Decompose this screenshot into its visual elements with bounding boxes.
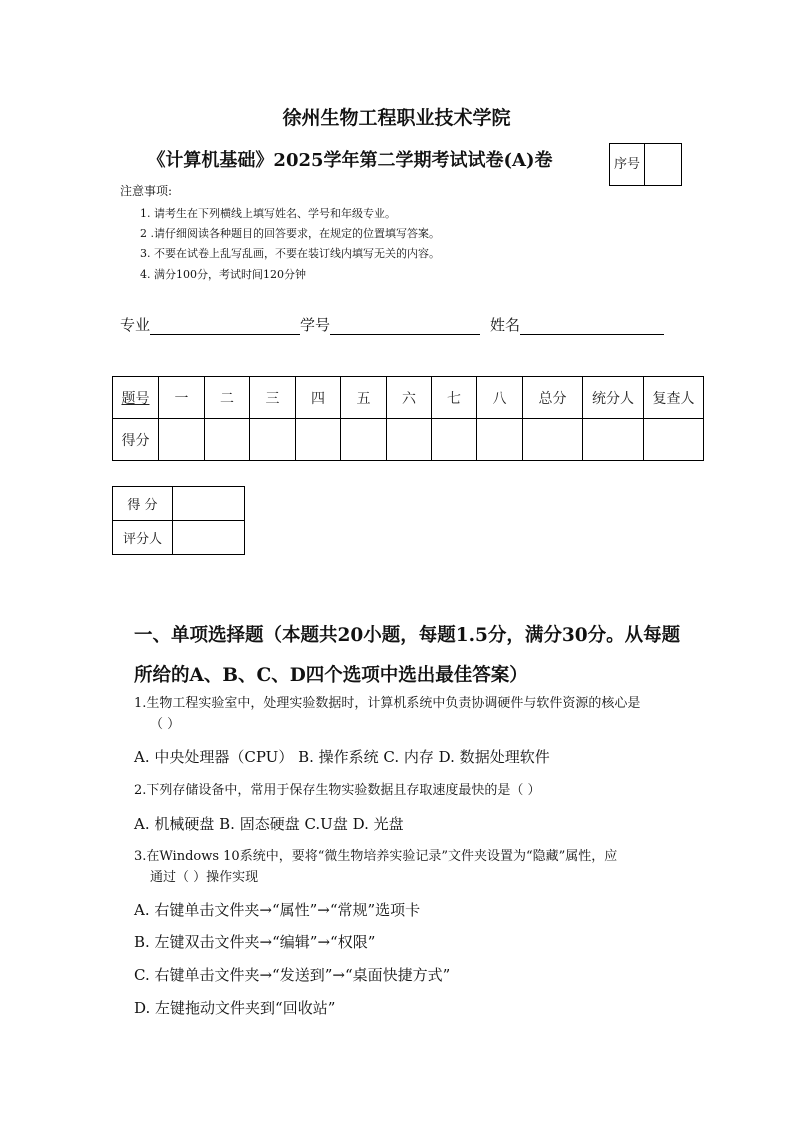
question-option: A. 中央处理器（CPU） B. 操作系统 C. 内存 D. 数据处理软件 bbox=[134, 748, 550, 766]
student-id-field[interactable] bbox=[330, 318, 480, 335]
student-id-label: 学号 bbox=[300, 316, 331, 334]
score-header-cell: 统分人 bbox=[583, 377, 644, 419]
score-header-cell: 总分 bbox=[523, 377, 583, 419]
name-label: 姓名 bbox=[490, 316, 521, 334]
section-title: 一、单项选择题（本题共20小题，每题1.5分，满分30分。从每题所给的A、B、C、D四个选项中选出最佳答案） bbox=[134, 625, 681, 686]
question-stem-line: 通过（ ）操作实现 bbox=[150, 870, 259, 885]
section-grader-field[interactable] bbox=[173, 521, 245, 555]
sequence-number-box bbox=[609, 143, 682, 186]
question-option: B. 左键双击文件夹→“编辑”→“权限” bbox=[134, 933, 376, 951]
section-score-table bbox=[112, 486, 245, 555]
score-header-cell: 五 bbox=[341, 377, 387, 419]
major-label: 专业 bbox=[120, 316, 151, 334]
section-score-label: 得 分 bbox=[113, 487, 173, 521]
sequence-label: 序号 bbox=[610, 144, 645, 186]
sequence-field[interactable] bbox=[645, 144, 682, 186]
score-cell[interactable] bbox=[583, 419, 644, 461]
score-table bbox=[112, 376, 704, 461]
score-cell[interactable] bbox=[387, 419, 432, 461]
score-header-cell: 题号 bbox=[113, 377, 159, 419]
score-cell[interactable] bbox=[159, 419, 205, 461]
note-item: 4. 满分100分，考试时间120分钟 bbox=[140, 268, 306, 281]
question-option: C. 右键单击文件夹→“发送到”→“桌面快捷方式” bbox=[134, 966, 451, 984]
note-item: 1. 请考生在下列横线上填写姓名、学号和年级专业。 bbox=[140, 207, 396, 220]
score-row-label: 得分 bbox=[113, 419, 159, 461]
question-stem bbox=[134, 780, 679, 801]
question-stem bbox=[134, 693, 679, 735]
score-cell[interactable] bbox=[644, 419, 704, 461]
score-header-cell: 一 bbox=[159, 377, 205, 419]
question-stem-line: 3.在Windows 10系统中，要将“微生物培养实验记录”文件夹设置为“隐藏”属性，应 bbox=[134, 849, 618, 864]
question-stem bbox=[134, 846, 679, 888]
score-cell[interactable] bbox=[296, 419, 341, 461]
score-cell[interactable] bbox=[341, 419, 387, 461]
score-cell[interactable] bbox=[432, 419, 477, 461]
question-stem-line: 2.下列存储设备中，常用于保存生物实验数据且存取速度最快的是（ ） bbox=[134, 783, 541, 798]
question-stem-line: （ ） bbox=[150, 717, 181, 732]
score-cell[interactable] bbox=[477, 419, 523, 461]
score-table-score-row bbox=[113, 419, 704, 461]
question-option: A. 机械硬盘 B. 固态硬盘 C.U盘 D. 光盘 bbox=[134, 815, 404, 833]
score-header-cell: 四 bbox=[296, 377, 341, 419]
school-name: 徐州生物工程职业技术学院 bbox=[282, 107, 511, 129]
major-field[interactable] bbox=[150, 318, 300, 335]
score-header-cell: 复查人 bbox=[644, 377, 704, 419]
score-header-cell: 六 bbox=[387, 377, 432, 419]
question-option: A. 右键单击文件夹→“属性”→“常规”选项卡 bbox=[134, 901, 421, 919]
score-cell[interactable] bbox=[205, 419, 250, 461]
score-header-cell: 八 bbox=[477, 377, 523, 419]
note-item: 3. 不要在试卷上乱写乱画，不要在装订线内填写无关的内容。 bbox=[140, 247, 440, 260]
section-score-field[interactable] bbox=[173, 487, 245, 521]
section-grader-label: 评分人 bbox=[113, 521, 173, 555]
note-item: 2 .请仔细阅读各种题目的回答要求，在规定的位置填写答案。 bbox=[140, 227, 440, 240]
score-cell[interactable] bbox=[250, 419, 296, 461]
score-header-cell: 七 bbox=[432, 377, 477, 419]
notes-heading: 注意事项: bbox=[120, 184, 173, 198]
question-option: D. 左键拖动文件夹到“回收站” bbox=[134, 999, 336, 1017]
score-header-cell: 三 bbox=[250, 377, 296, 419]
score-header-cell: 二 bbox=[205, 377, 250, 419]
exam-title: 《计算机基础》2025学年第二学期考试试卷(A)卷 bbox=[147, 150, 553, 171]
score-table-header-row bbox=[113, 377, 704, 419]
score-cell[interactable] bbox=[523, 419, 583, 461]
name-field[interactable] bbox=[520, 318, 664, 335]
question-stem-line: 1.生物工程实验室中，处理实验数据时，计算机系统中负责协调硬件与软件资源的核心是 bbox=[134, 696, 641, 711]
student-info-line bbox=[120, 314, 664, 335]
